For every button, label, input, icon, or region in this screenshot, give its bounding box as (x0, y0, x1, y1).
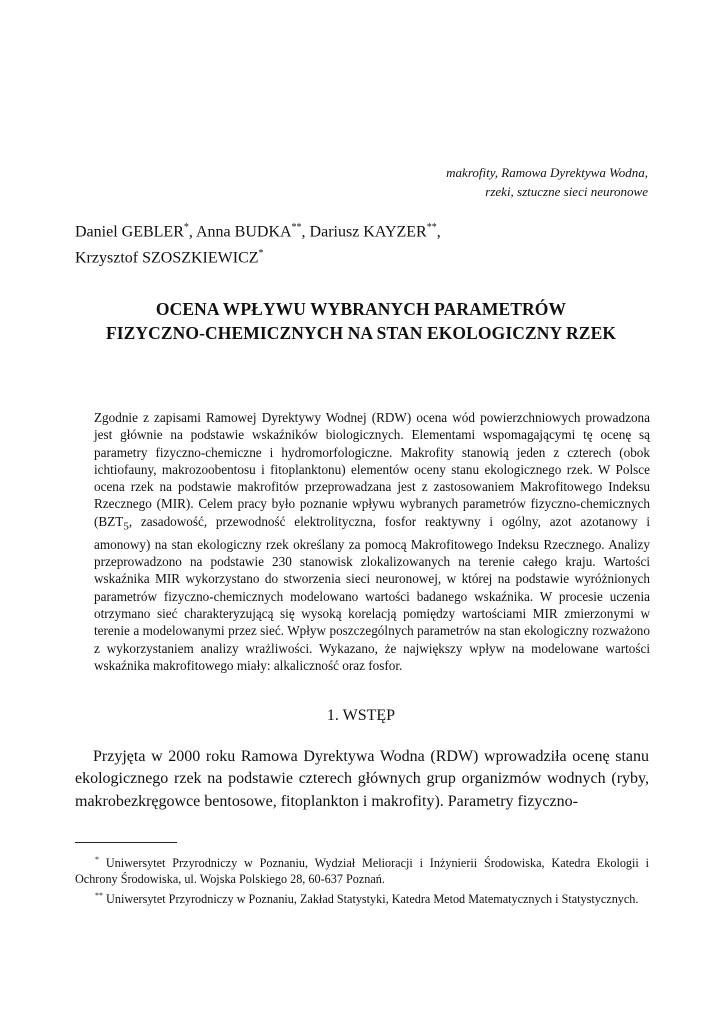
keywords-line-2: rzeki, sztuczne sieci neuronowe (485, 184, 648, 199)
authors-line-1 (75, 217, 441, 243)
author-separator: , (301, 223, 310, 241)
abstract-text-part-2: , zasadowość, przewodność elektrolityczna, fosfor reaktywny i ogólny, azot azotanowy i amonowy) na stan ekologiczny rzek określany za pomocą Makrofitowego Indeksu Rzecznego. Analizy przeprowadzono na podstawie 230 stanowisk zlokalizowanych na terenie całego kraju. Wartości wskaźnika MIR wykorzystano do stworzenia sieci neuronowej, w której na podstawie wyróżnionych parametrów fizyczno-chemicznych modelowano wartości badanego wskaźnika. W procesie uczenia otrzymano sieć charakteryzującą się wysoką korelacją pomiędzy wartościami MIR zmierzonymi w terenie a modelowanymi przez sieć. Wpływ poszczególnych parametrów na stan ekologiczny rozważono z wykorzystaniem analizy wrażliwości. Wykazano, że największy wpływ na modelowane wartości wskaźnika makrofitowego miały: alkaliczność oraz fosfor. (94, 513, 650, 673)
author-name: Anna BUDKA (196, 223, 292, 241)
author-affiliation-mark: * (258, 248, 264, 260)
abstract-text-part-1: Zgodnie z zapisami Ramowej Dyrektywy Wodnej (RDW) ocena wód powierzchniowych prowadzona jest głównie na podstawie wskaźników biologicznych. Elementami wspomagającymi tę ocenę są parametry fizyczno-chemiczne i hydromorfologiczne. Makrofity stanowią jeden z czterech (obok ichtiofauny, makrozoobentosu i fitoplanktonu) elementów oceny stanu ekologicznego rzek. W Polsce ocena rzek na podstawie makrofitów przeprowadzana jest z zastosowaniem Makrofitowego Indeksu Rzecznego (MIR). Celem pracy było poznanie wpływu wybranych parametrów fizyczno-chemicznych (BZT (94, 410, 650, 529)
author-affiliation-mark: ** (426, 222, 437, 233)
section-heading: 1. WSTĘP (326, 707, 396, 724)
body-text (75, 746, 649, 813)
author-separator: , (436, 223, 441, 241)
title-line-1: OCENA WPŁYWU WYBRANYCH PARAMETRÓW (155, 299, 567, 319)
footnotes (75, 852, 649, 908)
footnote-2 (75, 888, 649, 908)
footnote-text: Uniwersytet Przyrodniczy w Poznaniu, Zakład Statystyki, Katedra Metod Matematycznych i Statystycznych. (103, 891, 639, 906)
abstract (94, 409, 650, 674)
footnote-divider (75, 842, 177, 843)
author-affiliation-mark: ** (291, 222, 302, 233)
author-name: Dariusz KAYZER (309, 223, 427, 241)
footnote-1 (75, 852, 649, 888)
abstract-paragraph (94, 409, 650, 674)
footnote-mark: * (95, 855, 99, 864)
authors (75, 217, 441, 270)
authors-line-2 (75, 243, 441, 269)
footnote-mark: ** (95, 890, 103, 900)
author-name: Daniel GEBLER (75, 223, 184, 241)
paper-title (60, 297, 662, 345)
abstract-subscript: 5 (123, 520, 129, 533)
author-name: Krzysztof SZOSZKIEWICZ (75, 249, 259, 267)
author-affiliation-mark: * (183, 222, 189, 233)
footnote-text: Uniwersytet Przyrodniczy w Poznaniu, Wydział Melioracji i Inżynierii Środowiska, Katedra Ekologii i Ochrony Środowiska, ul. Wojska Polskiego 28, 60-637 Poznań. (75, 856, 649, 886)
author-separator: , (188, 223, 196, 241)
title-line-2: FIZYCZNO-CHEMICZNYCH NA STAN EKOLOGICZNY RZEK (105, 323, 617, 343)
body-paragraph: Przyjęta w 2000 roku Ramowa Dyrektywa Wodna (RDW) wprowadziła ocenę stanu ekologicznego rzek na podstawie czterech głównych grup organizmów wodnych (ryby, makrobezkręgowce bentosowe, fitoplankton i makrofity). Parametry fizyczno- (75, 748, 649, 810)
keywords (446, 163, 648, 201)
keywords-line-1: makrofity, Ramowa Dyrektywa Wodna, (446, 165, 648, 180)
